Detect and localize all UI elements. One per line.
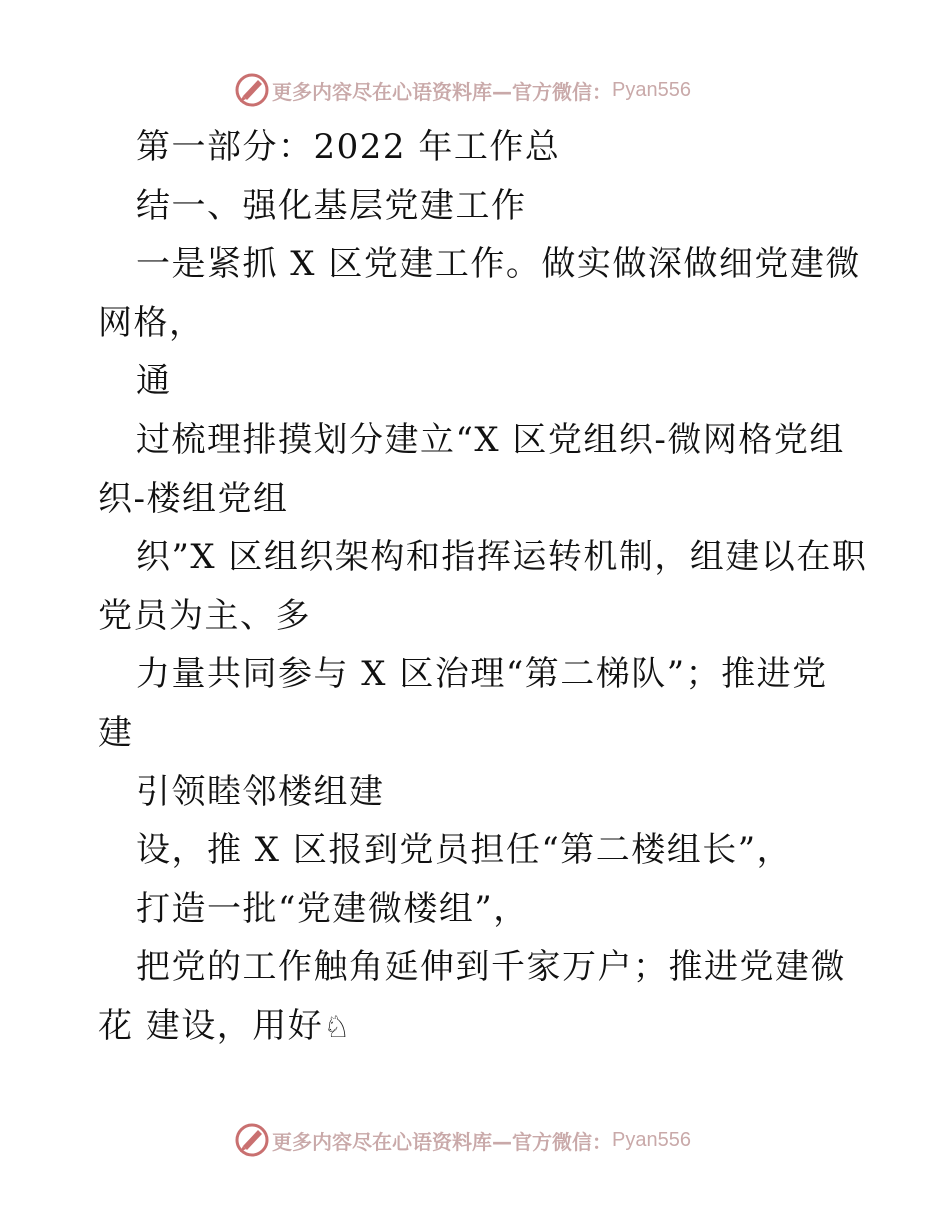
knight-glyph-icon: ♘ [323, 1009, 352, 1045]
footer-banner-wechat-id: Pyan556 [612, 1128, 691, 1151]
text-line: 过梳理排摸划分建立“X 区党组织-微网格党组 [136, 419, 845, 460]
watermark-logo-icon [234, 1122, 270, 1158]
text-line: 党员为主、多 [98, 595, 311, 636]
text-line: 把党的工作触角延伸到千家万户；推进党建微 [136, 947, 846, 988]
text-line: 织-楼组党组 [98, 478, 289, 519]
text-line: 一是紧抓 X 区党建工作。做实做深做细党建微 [136, 244, 861, 285]
header-banner-wechat-id: Pyan556 [612, 78, 691, 101]
watermark-logo-icon [234, 72, 270, 108]
text-line: 通 [136, 361, 172, 402]
footer-watermark-banner [234, 1120, 691, 1160]
text-line: 第一部分：2022 年工作总 [136, 127, 561, 167]
text-line: 力量共同参与 X 区治理“第二梯队”；推进党 [136, 654, 828, 695]
header-banner-text: 更多内容尽在心语资料库—官方微信： [272, 79, 612, 104]
text-line: 织”X 区组织架构和指挥运转机制，组建以在职 [136, 537, 868, 578]
text-line: 引领睦邻楼组建 [136, 771, 385, 812]
text-line: 打造一批“党建微楼组”， [136, 888, 529, 929]
text-line: 网格， [98, 302, 205, 343]
text-line-last [98, 997, 858, 1056]
document-body [98, 118, 868, 1056]
text-line-content: 花 建设，用好 [98, 1005, 324, 1046]
text-line: 设，推 X 区报到党员担任“第二楼组长”， [136, 830, 793, 871]
text-line: 结一、强化基层党建工作 [136, 185, 527, 226]
header-watermark-banner [234, 70, 691, 110]
text-line: 建 [98, 712, 134, 753]
footer-banner-text: 更多内容尽在心语资料库—官方微信： [272, 1129, 612, 1154]
